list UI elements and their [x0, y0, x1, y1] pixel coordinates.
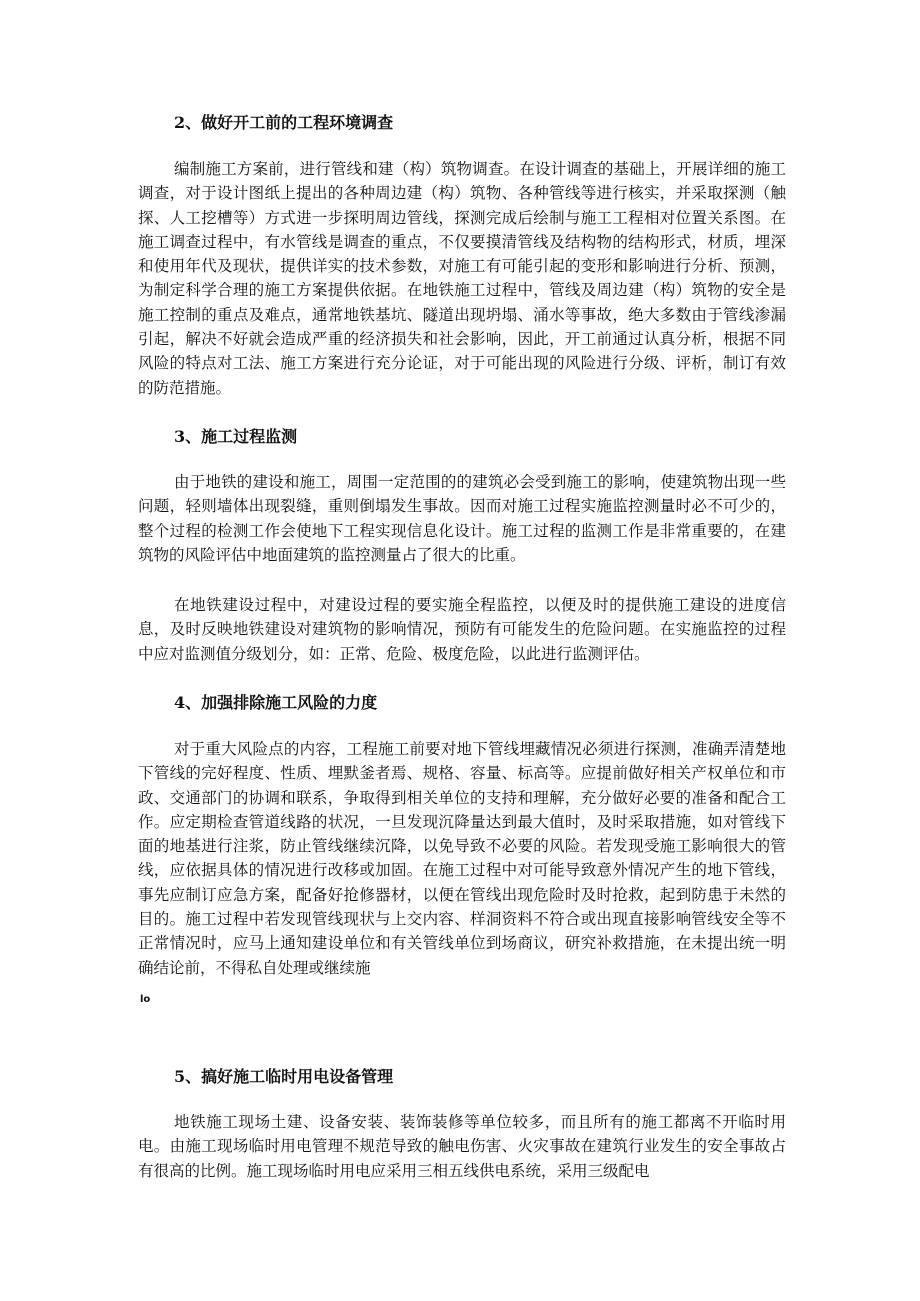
- section-4-paragraph-1: 对于重大风险点的内容，工程施工前要对地下管线埋藏情况必须进行探测，准确弄清楚地下管线的完好程度、性质、埋默釜者焉、规格、容量、标高等。应提前做好相关产权单位和市政、交通部门的协调和联系，争取得到相关单位的支持和理解，充分做好必要的准备和配合工作。应定期检查管道线路的状况，一旦发现沉降量达到最大值时，及时采取措施，如对管线下面的地基进行注浆，防止管线继续沉降，以免导致不必要的风险。若发现受施工影响很大的管线，应依据具体的情况进行改移或加固。在施工过程中对可能导致意外情况产生的地下管线，事先应制订应急方案，配备好抢修器材，以便在管线出现危险时及时抢救，起到防患于未然的目的。施工过程中若发现管线现状与上交内容、样洞资料不符合或出现直接影响管线安全等不正常情况时，应马上通知建设单位和有关管线单位到场商议，研究补救措施，在未提出统一明确结论前，不得私自处理或继续施: [138, 740, 786, 977]
- section-3-paragraph-2: 在地铁建设过程中，对建设过程的要实施全程监控，以便及时的提供施工建设的进度信息，及时反映地铁建设对建筑物的影响情况，预防有可能发生的危险问题。在实施监控的过程中应对监测值分级划分，如：正常、危险、极度危险，以此进行监测评估。: [138, 596, 786, 663]
- section-5-heading: 5、搞好施工临时用电设备管理: [174, 1067, 394, 1086]
- section-2-heading: 2、做好开工前的工程环境调查: [174, 113, 394, 132]
- stray-mark: lo: [140, 994, 151, 1005]
- section-2-paragraph-1: 编制施工方案前，进行管线和建（构）筑物调查。在设计调查的基础上，开展详细的施工调查，对于设计图纸上提出的各种周边建（构）筑物、各种管线等进行核实，并采取探测（触探、人工挖槽等）方式进一步探明周边管线，探测完成后绘制与施工工程相对位置关系图。在施工调查过程中，有水管线是调查的重点，不仅要摸清管线及结构物的结构形式，材质，埋深和使用年代及现状，提供详实的技术参数，对施工有可能引起的变形和影响进行分析、预测，为制定科学合理的施工方案提供依据。在地铁施工过程中，管线及周边建（构）筑物的安全是施工控制的重点及难点，通常地铁基坑、隧道出现坍塌、涌水等事故，绝大多数由于管线渗漏引起，解决不好就会造成严重的经济损失和社会影响，因此，开工前通过认真分析，根据不同风险的特点对工法、施工方案进行充分论证，对于可能出现的风险进行分级、评析，制订有效的防范措施。: [138, 160, 786, 397]
- section-4-heading: 4、加强排除施工风险的力度: [174, 693, 378, 712]
- section-3-heading: 3、施工过程监测: [174, 427, 298, 446]
- section-5-paragraph-1: 地铁施工现场土建、设备安装、装饰装修等单位较多，而且所有的施工都离不开临时用电。由施工现场临时用电管理不规范导致的触电伤害、火灾事故在建筑行业发生的安全事故占有很高的比例。施工现场临时用电应采用三相五线供电系统，采用三级配电: [138, 1113, 786, 1180]
- section-3-paragraph-1: 由于地铁的建设和施工，周围一定范围的的建筑必会受到施工的影响，使建筑物出现一些问题，轻则墙体出现裂缝，重则倒塌发生事故。因而对施工过程实施监控测量时必不可少的，整个过程的检测工作会使地下工程实现信息化设计。施工过程的监测工作是非常重要的，在建筑物的风险评估中地面建筑的监控测量占了很大的比重。: [138, 473, 786, 564]
